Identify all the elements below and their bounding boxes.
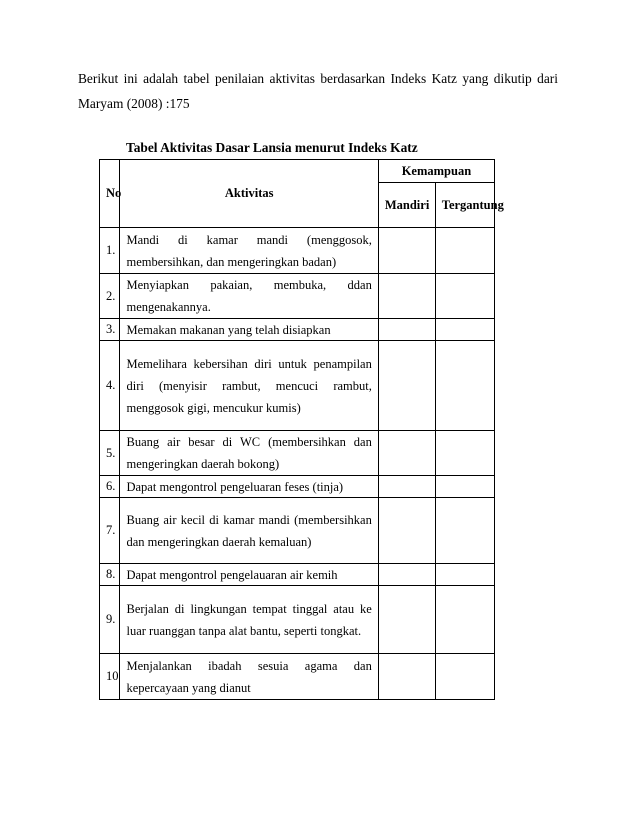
row-independent-cell (378, 498, 435, 564)
row-number: 9. (100, 586, 120, 654)
row-number: 3. (100, 319, 120, 341)
table-row (100, 274, 495, 319)
katz-activity-table (99, 159, 504, 700)
row-dependent-cell (435, 431, 494, 476)
row-dependent-cell (435, 654, 494, 700)
row-dependent-cell (435, 586, 494, 654)
row-dependent-cell (435, 476, 494, 498)
row-activity: Dapat mengontrol pengelauaran air kemih (120, 564, 378, 586)
row-number: 8. (100, 564, 120, 586)
row-number: 4. (100, 341, 120, 431)
header-ability: Kemampuan (378, 160, 494, 183)
row-dependent-cell (435, 498, 494, 564)
row-number: 5. (100, 431, 120, 476)
row-activity: Dapat mengontrol pengeluaran feses (tinja) (120, 476, 378, 498)
header-independent: Mandiri (378, 183, 435, 228)
row-activity: Memakan makanan yang telah disiapkan (120, 319, 378, 341)
table-row (100, 564, 495, 586)
row-number: 10 (100, 654, 120, 700)
row-dependent-cell (435, 319, 494, 341)
row-activity: Menjalankan ibadah sesuia agama dan kepercayaan yang dianut (120, 654, 378, 700)
table-row (100, 498, 495, 564)
row-independent-cell (378, 341, 435, 431)
row-activity: Berjalan di lingkungan tempat tinggal atau ke luar ruanggan tanpa alat bantu, seperti tongkat. (120, 586, 378, 654)
row-number: 2. (100, 274, 120, 319)
header-dependent: Tergantung (435, 183, 494, 228)
row-dependent-cell (435, 228, 494, 274)
row-dependent-cell (435, 274, 494, 319)
row-number: 7. (100, 498, 120, 564)
header-no: No (100, 160, 120, 228)
table-row (100, 319, 495, 341)
table-row (100, 228, 495, 274)
row-independent-cell (378, 564, 435, 586)
table-caption: Tabel Aktivitas Dasar Lansia menurut Indeks Katz (126, 140, 418, 155)
row-activity: Buang air besar di WC (membersihkan dan mengeringkan daerah bokong) (120, 431, 378, 476)
row-independent-cell (378, 274, 435, 319)
row-activity: Menyiapkan pakaian, membuka, ddan mengenakannya. (120, 274, 378, 319)
row-activity: Buang air kecil di kamar mandi (membersihkan dan mengeringkan daerah kemaluan) (120, 498, 378, 564)
header-activity: Aktivitas (120, 160, 378, 228)
row-independent-cell (378, 228, 435, 274)
row-independent-cell (378, 586, 435, 654)
row-activity: Mandi di kamar mandi (menggosok, membersihkan, dan mengeringkan badan) (120, 228, 378, 274)
table-row (100, 431, 495, 476)
row-number: 6. (100, 476, 120, 498)
intro-paragraph: Berikut ini adalah tabel penilaian aktivitas berdasarkan Indeks Katz yang dikutip dari Maryam (2008) :175 (78, 71, 558, 111)
row-dependent-cell (435, 564, 494, 586)
row-independent-cell (378, 654, 435, 700)
row-independent-cell (378, 319, 435, 341)
table-row (100, 654, 495, 700)
row-number: 1. (100, 228, 120, 274)
row-activity: Memelihara kebersihan diri untuk penampilan diri (menyisir rambut, mencuci rambut, menggosok gigi, mencukur kumis) (120, 341, 378, 431)
row-dependent-cell (435, 341, 494, 431)
table-row (100, 341, 495, 431)
table-row (100, 586, 495, 654)
table-row (100, 476, 495, 498)
table-body (100, 228, 495, 700)
row-independent-cell (378, 476, 435, 498)
row-independent-cell (378, 431, 435, 476)
